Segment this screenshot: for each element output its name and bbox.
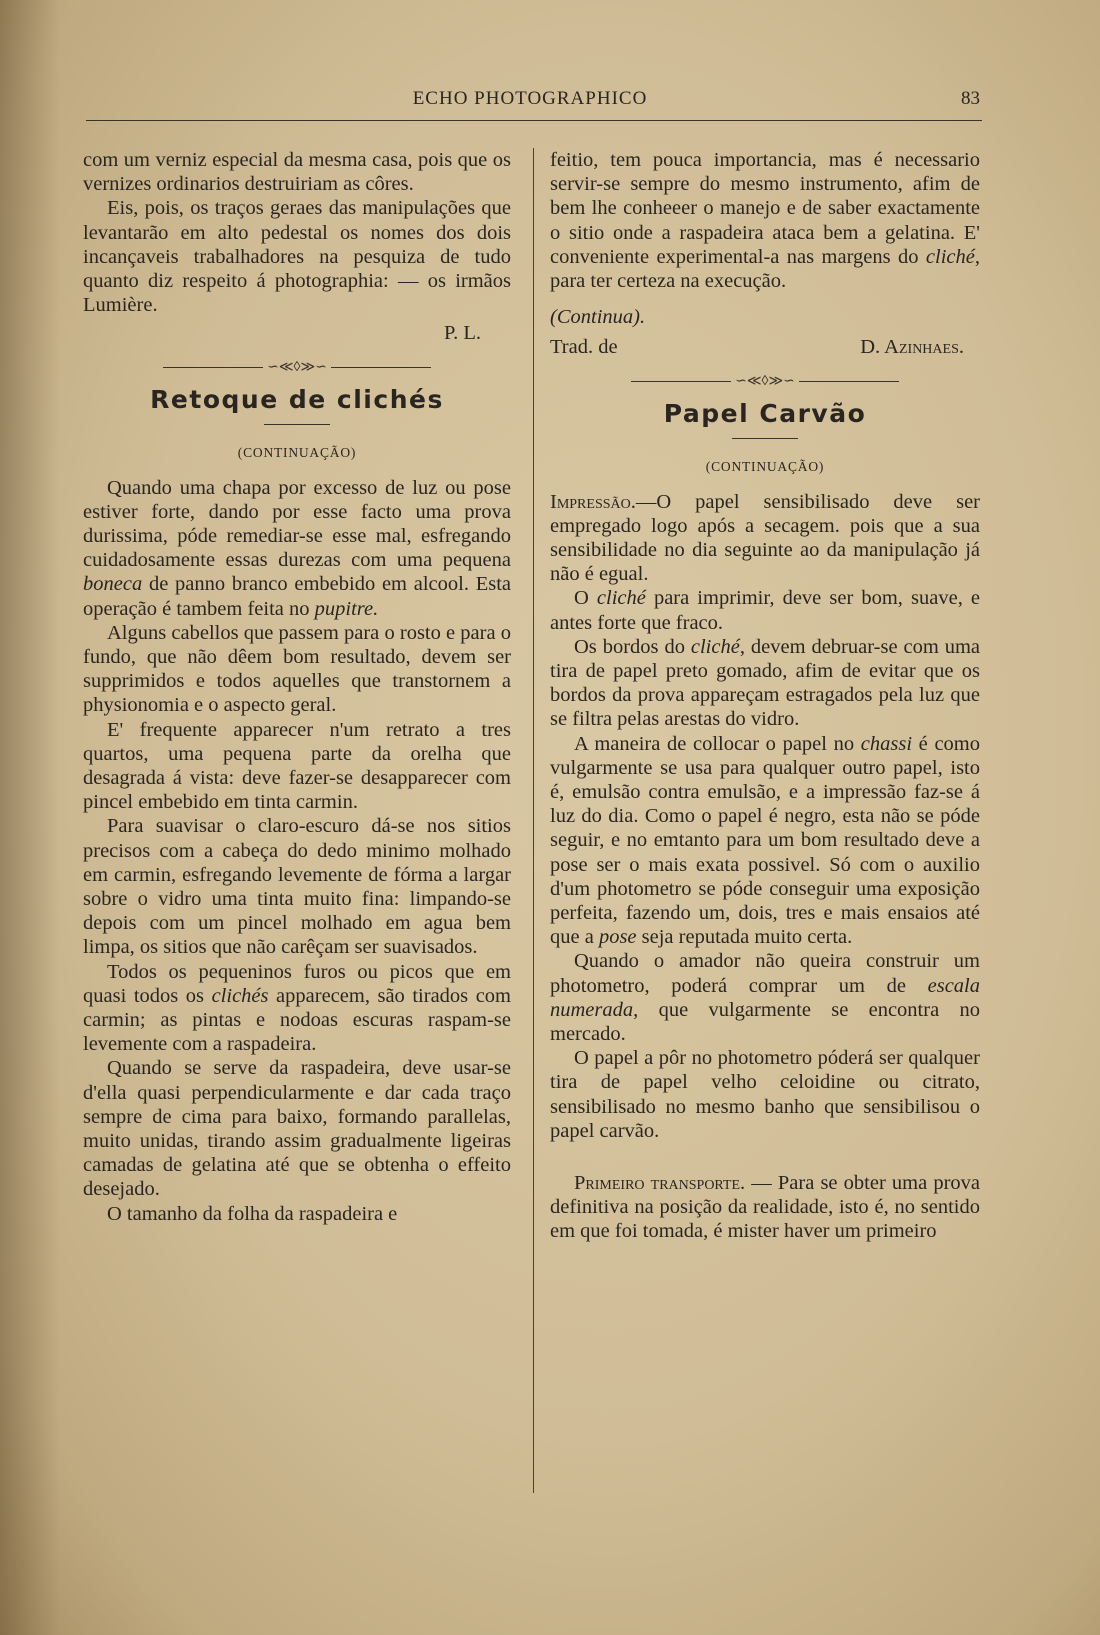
- paragraph: Alguns cabellos que passem para o rosto e para o fundo, que não dêem bom resultado, devem ser supprimidos e todos aquelles que transtornem a physionomia e o aspecto geral.: [83, 621, 511, 717]
- paragraph-lead: Primeiro transporte.: [574, 1172, 746, 1195]
- italic-term: boneca: [83, 573, 143, 596]
- paragraph: E' frequente apparecer n'um retrato a tres quartos, uma pequena parte da orelha que desagrada á vista: deve fazer-se desapparecer com pincel embebido em tinta carmin.: [83, 718, 511, 814]
- text-run: seja reputada muito certa.: [636, 926, 853, 949]
- text-run: — Para se obter uma prova definitiva na posição da realidade, isto é, no sentido em que foi tomada, é mister haver um primeiro: [550, 1172, 980, 1243]
- title-rule: [732, 438, 798, 439]
- left-column: [83, 148, 511, 1226]
- text-run: A maneira de collocar o papel no: [574, 732, 861, 755]
- paragraph: O tamanho da folha da raspadeira e: [107, 1202, 398, 1225]
- ornament-icon: ∽≪◊≫∽: [735, 373, 795, 389]
- running-title: ECHO PHOTOGRAPHICO: [412, 88, 648, 109]
- paragraph: [550, 732, 980, 950]
- text-run: é como vulgarmente se usa para qualquer outro papel, isto é, emulsão contra emulsão, e a impressão faz-se á luz do dia. Como o papel é negro, esta não se póde seguir, e no emtanto para um bom resultado deve a pose ser o mais exata possivel. Só com o auxilio d'um photometro se póde conseguir uma exposição perfeita, fazendo um, dois, tres e mais ensaios até que a: [550, 732, 980, 949]
- header-rule: [86, 120, 982, 121]
- section-title: Retoque de clichés: [150, 385, 444, 415]
- italic-term: cliché: [690, 635, 740, 658]
- translator-name: D. Azinhaes.: [860, 336, 964, 359]
- page-number: 83: [961, 88, 980, 109]
- paragraph: [550, 635, 980, 732]
- continuation-label: (CONTINUAÇÃO): [705, 459, 825, 475]
- paragraph: [550, 490, 980, 587]
- text-run: , que vulgarmente se encontra no mercado.: [550, 998, 980, 1046]
- ornament-line: [331, 367, 431, 368]
- paragraph: Quando se serve da raspadeira, deve usar-se d'ella quasi perpendicularmente e dar cada traço sempre de cima para baixo, formando parallelas, muito unidas, tirando assim gradualmente ligeiras camadas de gelatina até que se obtenha o effeito desejado.: [83, 1057, 511, 1201]
- italic-term: chassi: [860, 732, 913, 755]
- ornament-divider: [83, 356, 511, 381]
- continua-text: (Continua).: [550, 306, 646, 329]
- italic-term: clichés: [211, 984, 269, 1007]
- text-run: O: [574, 587, 597, 610]
- text-run: feitio, tem pouca importancia, mas é necessario servir-se sempre do mesmo instrumento, afim de bem lhe conheeer o manejo e de saber exactamente o sitio onde a raspadeira ataca bem a gelatina. E' conveniente experimental-a nas margens do: [550, 149, 980, 268]
- italic-term: pose: [598, 926, 637, 949]
- paragraph: O papel a pôr no photometro póderá ser qualquer tira de papel velho celoidine ou citrato, sensibilisado no mesmo banho que sensibilisou o papel carvão.: [550, 1047, 980, 1142]
- title-rule: [264, 424, 330, 425]
- text-run: para imprimir, deve ser bom, suave, e antes forte que fraco.: [550, 587, 981, 634]
- paragraph: [550, 586, 980, 634]
- italic-term: cliché: [596, 587, 646, 610]
- ornament-line: [163, 367, 263, 368]
- paragraph: [550, 949, 980, 1046]
- paragraph: Para suavisar o claro-escuro dá-se nos sitios precisos com a cabeça do dedo minimo molhado em carmin, esfregando levemente de fórma a largar sobre o vidro uma tinta muito fina: limpando-se depois com um pincel molhado em agua bem limpa, os sitios que não carêçam ser suavisados.: [83, 815, 511, 959]
- ornament-divider: [550, 370, 980, 395]
- text-run: de panno branco embebido em alcool. Esta operação é tambem feita no: [83, 573, 511, 620]
- column-divider: [533, 148, 534, 1493]
- text-run: Quando o amador não queira construir um photometro, poderá comprar um de: [550, 950, 980, 997]
- paragraph: Eis, pois, os traços geraes das manipulações que levantarão em alto pedestal os nomes dos dois incançaveis trabalhadores na pesquiza de tudo quanto diz respeito á photographia: — os irmãos Lumière.: [83, 197, 511, 317]
- ornament-line: [799, 381, 899, 382]
- text-run: Quando uma chapa por excesso de luz ou pose estiver forte, dando por esse facto uma prova durissima, póde remediar-se esse mal, esfregando cuidadosamente essas durezas com uma pequena: [83, 476, 511, 572]
- continua-note: [550, 305, 980, 329]
- paragraph: [550, 1171, 980, 1244]
- paragraph: [83, 960, 511, 1057]
- paragraph: com um verniz especial da mesma casa, pois que os vernizes ordinarios destruiriam as côres.: [83, 149, 511, 196]
- continuation-label: (CONTINUAÇÃO): [237, 445, 357, 461]
- italic-term: cliché: [925, 245, 975, 268]
- text-run: , devem debruar-se com uma tira de papel preto gomado, afim de evitar que os bordos da prova appareçam estragados pela luz que se filtra pelas arestas do vidro.: [550, 635, 980, 731]
- ornament-line: [631, 381, 731, 382]
- translator-label: Trad. de: [550, 336, 618, 359]
- italic-term: pupitre.: [314, 597, 379, 620]
- text-run: —O papel sensibilisado deve ser empregado logo após a secagem. pois que a sua sensibilidade no dia seguinte ao da manipulação já não é egual.: [550, 490, 980, 586]
- text-run: Todos os pequeninos furos ou picos que em quasi todos os: [83, 960, 511, 1007]
- translator-credit: [550, 335, 980, 359]
- section-title: Papel Carvão: [663, 399, 867, 429]
- italic-term: escala numerada: [550, 974, 980, 1021]
- ornament-icon: ∽≪◊≫∽: [267, 359, 327, 375]
- right-column: [550, 148, 980, 1244]
- paragraph: [83, 476, 511, 621]
- page-header: [80, 86, 980, 116]
- text-run: apparecem, são tirados com carmin; as pintas e nodoas escuras raspam-se levemente com a raspadeira.: [83, 984, 511, 1056]
- signature: P. L.: [443, 322, 481, 345]
- spacer: [550, 1143, 980, 1171]
- text-run: , para ter certeza na execução.: [550, 245, 980, 293]
- paragraph-lead: Impressão.: [550, 490, 636, 513]
- text-run: Os bordos do: [574, 635, 691, 658]
- paragraph: [550, 148, 980, 293]
